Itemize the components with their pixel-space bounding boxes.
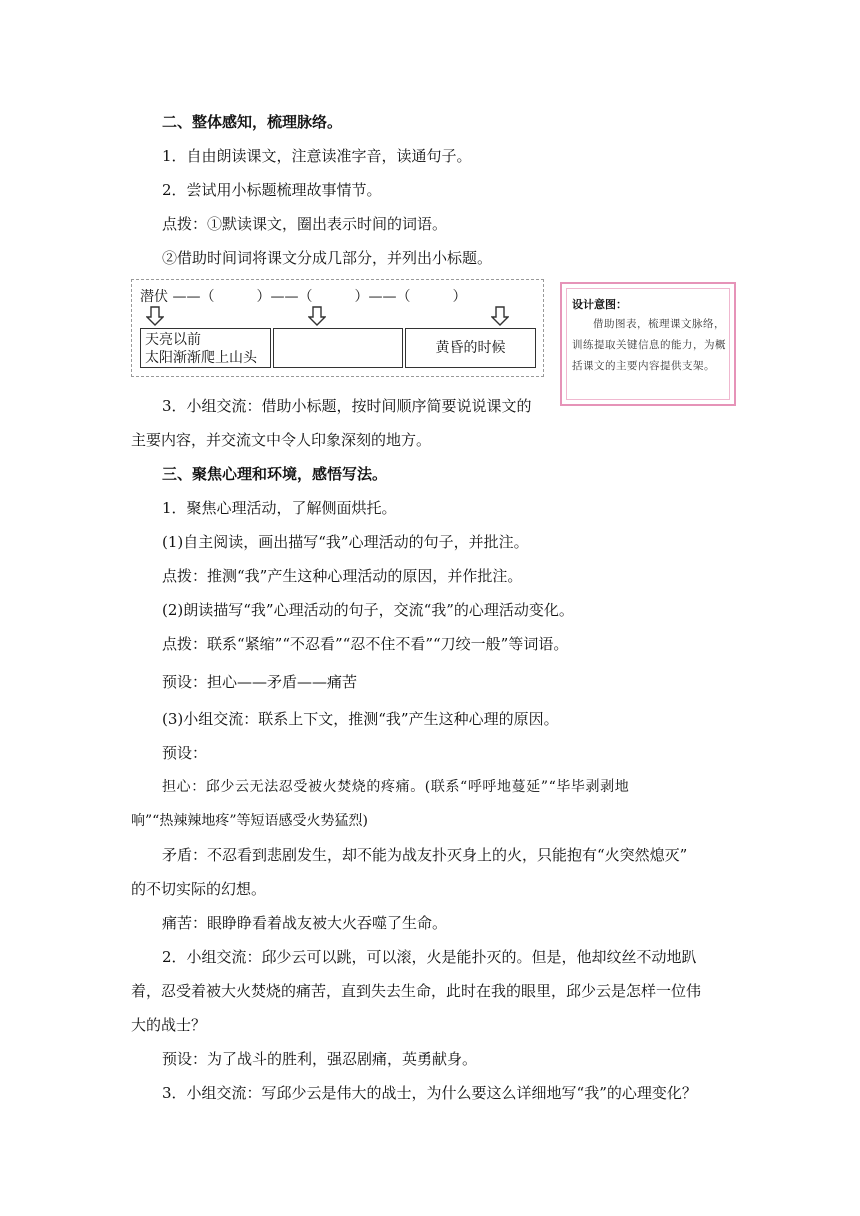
text-line: 响”“热辣辣地疼”等短语感受火势猛烈) [131, 813, 368, 829]
down-arrow-icon [308, 306, 326, 326]
text-line: (2)朗读描写“我”心理活动的句子，交流“我”的心理活动变化。 [162, 601, 574, 619]
text-line: 着，忍受着被大火焚烧的痛苦，直到失去生命，此时在我的眼里，邱少云是怎样一位伟 [131, 982, 702, 1000]
diagram-box-1-line1: 天亮以前 [145, 332, 201, 348]
diagram-box-3: 黄昏的时候 [405, 328, 536, 368]
section-heading-3: 三、聚焦心理和环境，感悟写法。 [162, 465, 388, 483]
text-line: 点拨：推测“我”产生这种心理活动的原因，并作批注。 [162, 567, 523, 585]
text-line: 1．聚焦心理活动，了解侧面烘托。 [162, 499, 397, 517]
text-line: 主要内容，并交流文中令人印象深刻的地方。 [131, 431, 432, 449]
text-line: (1)自主阅读，画出描写“我”心理活动的句子，并批注。 [162, 533, 529, 551]
section-heading-2: 二、整体感知，梳理脉络。 [162, 113, 343, 131]
text-line: 3．小组交流：写邱少云是伟大的战士，为什么要这么详细地写“我”的心理变化？ [162, 1084, 697, 1102]
diagram-box-1 [140, 328, 271, 368]
text-line: 矛盾：不忍看到悲剧发生，却不能为战友扑灭身上的火，只能抱有“火突然熄灭” [162, 846, 688, 864]
text-line: 2．小组交流：邱少云可以跳，可以滚，火是能扑灭的。但是，他却纹丝不动地趴 [162, 948, 697, 966]
text-line: 2．尝试用小标题梳理故事情节。 [162, 181, 382, 199]
text-line: 点拨：联系“紧缩”“不忍看”“忍不住不看”“刀绞一般”等词语。 [162, 635, 569, 653]
down-arrow-icon [491, 306, 509, 326]
down-arrow-icon [146, 306, 164, 326]
text-line: 1．自由朗读课文，注意读准字音，读通句子。 [162, 147, 472, 165]
text-line: 点拨：①默读课文，圈出表示时间的词语。 [162, 215, 448, 233]
text-line: 的不切实际的幻想。 [131, 880, 267, 898]
text-line: (3)小组交流：联系上下文，推测“我”产生这种心理的原因。 [162, 710, 559, 728]
text-line: 预设： [162, 744, 208, 762]
text-line: 大的战士？ [131, 1016, 207, 1034]
diagram-box-1-line2: 太阳渐渐爬上山头 [145, 350, 257, 366]
text-line: 预设：担心——矛盾——痛苦 [162, 673, 358, 691]
text-line: ②借助时间词将课文分成几部分，并列出小标题。 [162, 249, 493, 267]
text-line: 3．小组交流：借助小标题，按时间顺序简要说说课文的 [162, 397, 532, 415]
diagram-flow-line: 潜伏 ——（ ）——（ ）——（ ） [140, 289, 467, 305]
diagram-box-2 [273, 328, 403, 368]
design-intent-title: 设计意图： [572, 298, 627, 311]
text-line: 预设：为了战斗的胜利，强忍剧痛，英勇献身。 [162, 1050, 478, 1068]
text-line: 担心：邱少云无法忍受被火焚烧的疼痛。(联系“呼呼地蔓延”“毕毕剥剥地 [162, 779, 630, 795]
text-line: 痛苦：眼睁睁看着战友被大火吞噬了生命。 [162, 914, 448, 932]
design-intent-body: 借助图表，梳理课文脉络，训练提取关键信息的能力，为概括课文的主要内容提供支架。 [572, 318, 726, 372]
